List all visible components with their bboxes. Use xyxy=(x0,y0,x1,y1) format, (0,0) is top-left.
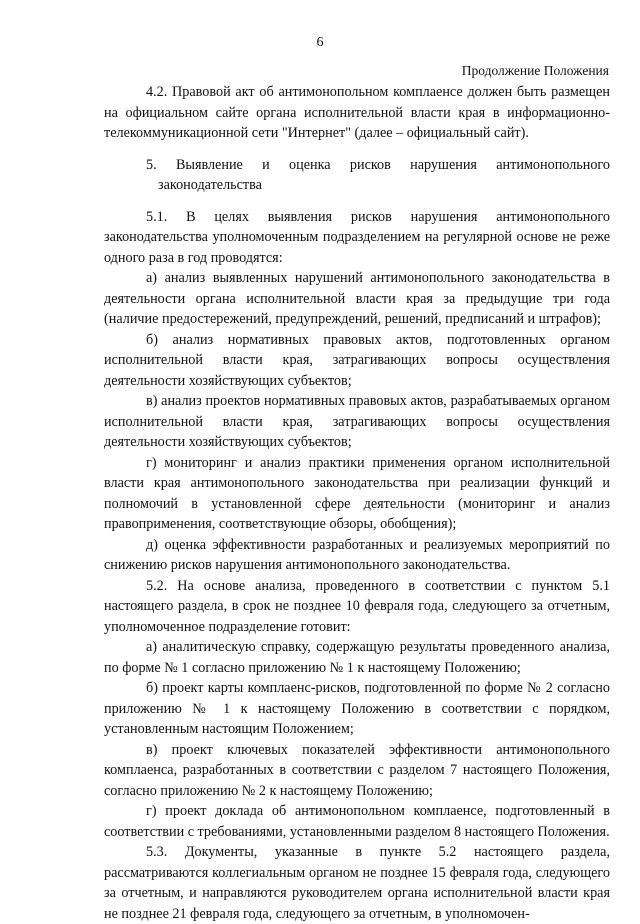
section-5-heading: 5. Выявление и оценка рисков нарушения антимонопольного законодательства xyxy=(146,156,610,193)
clause-5-2-item-v: в) проект ключевых показателей эффективности антимонопольного комплаенса, разработанных в соответствии с разделом 7 настоящего Положения, согласно приложению № 2 к настоящему Положению; xyxy=(104,741,610,799)
spacer xyxy=(104,144,610,155)
clause-5-1-item-v: в) анализ проектов нормативных правовых актов, разрабатываемых органом исполнительной власти края, затрагивающих вопросы осуществления деятельности хозяйствующих субъектов; xyxy=(104,393,610,450)
clause-5-1-item-d: д) оценка эффективности разработанных и реализуемых мероприятий по снижению рисков нарушения антимонопольного законодательства. xyxy=(104,536,610,573)
clause-4-2: 4.2. Правовой акт об антимонопольном комплаенсе должен быть размещен на официальном сайте органа исполнительной власти края в информационно-телекоммуникационной сети "Интернет" (далее – официальный сайт). xyxy=(104,84,610,141)
continuation-note: Продолжение Положения xyxy=(461,63,609,78)
clause-5-1-item-b: б) анализ нормативных правовых актов, подготовленных органом исполнительной власти края, затрагивающих вопросы осуществления деятельности хозяйствующих субъектов; xyxy=(104,331,610,389)
spacer xyxy=(104,196,610,207)
clause-5-3: 5.3. Документы, указанные в пункте 5.2 настоящего раздела, рассматриваются коллегиальным органом не позднее 15 февраля года, следующего за отчетным, и направляются руководителем органа исполнительной власти края не позднее 21 февраля года, следующего за отчетным, в уполномочен- xyxy=(104,844,610,922)
clause-5-2-item-a: а) аналитическую справку, содержащую результаты проведенного анализа, по форме № 1 согласно приложению № 1 к настоящему Положению; xyxy=(104,639,610,676)
clause-5-2-intro: 5.2. На основе анализа, проведенного в соответствии с пунктом 5.1 настоящего раздела, в срок не позднее 10 февраля года, следующего за отчетным, уполномоченное подразделение готовит: xyxy=(104,577,610,635)
clause-5-2-item-b: б) проект карты комплаенс-рисков, подготовленной по форме № 2 согласно приложению № 1 к настоящему Положению в соответствии с порядком, установленным настоящим Положением; xyxy=(104,680,610,737)
clause-5-2-item-g: г) проект доклада об антимонопольном комплаенсе, подготовленный в соответствии с требованиями, установленными разделом 8 настоящего Положения. xyxy=(104,803,610,840)
clause-5-1-item-g: г) мониторинг и анализ практики применения органом исполнительной власти края антимонопольного законодательства при реализации функций и полномочий в установленной сфере деятельности (мониторинг и анализ правоприменения, соответствующие обзоры, обобщения); xyxy=(104,454,610,532)
document-body xyxy=(104,82,610,924)
clause-5-1-item-a: а) анализ выявленных нарушений антимонопольного законодательства в деятельности органа исполнительной власти края за предыдущие три года (наличие предостережений, предупреждений, решений, предписаний и штрафов); xyxy=(104,270,610,327)
clause-5-1-intro: 5.1. В целях выявления рисков нарушения антимонопольного законодательства уполномоченным подразделением на регулярной основе не реже одного раза в год проводятся: xyxy=(104,208,610,266)
page-number: 6 xyxy=(316,35,324,50)
